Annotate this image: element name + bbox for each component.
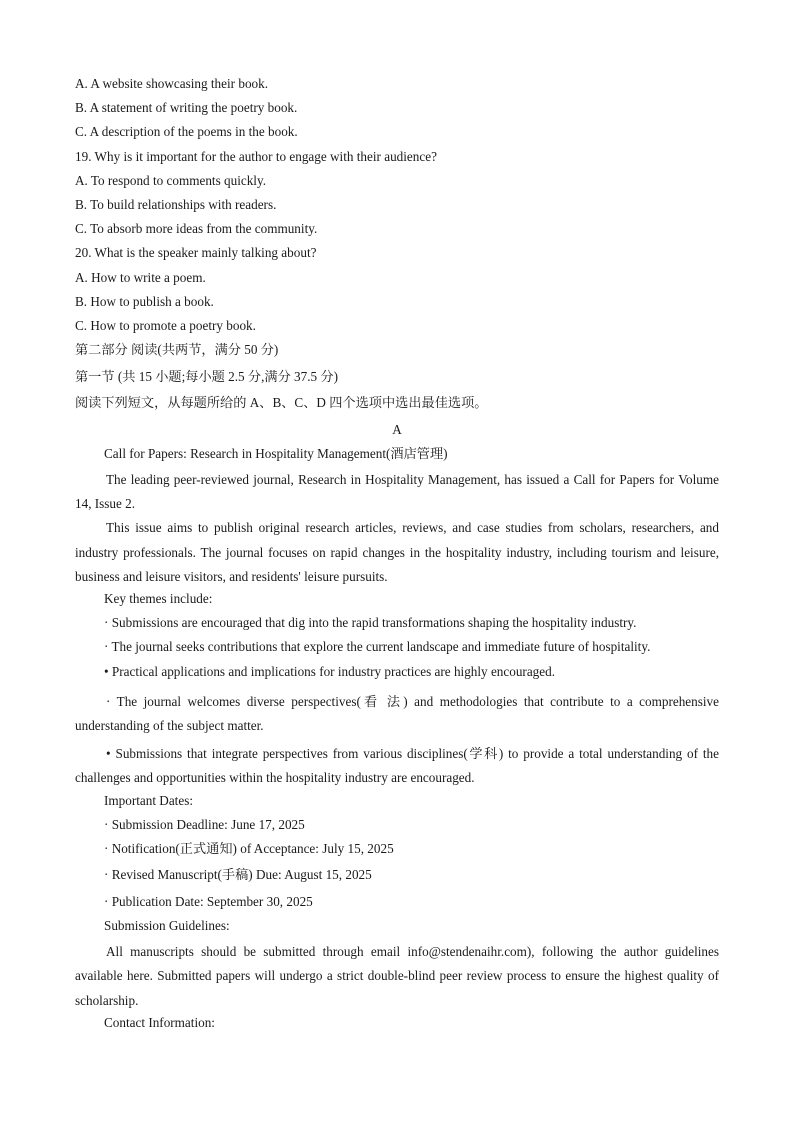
date-revised: · Revised Manuscript(手稿) Due: August 15, 2025 — [104, 867, 372, 883]
q19-option-a: A. To respond to comments quickly. — [75, 172, 267, 188]
q18-option-b: B. A statement of writing the poetry book. — [75, 100, 298, 116]
dates-heading: Important Dates: — [104, 792, 193, 808]
key-themes-heading: Key themes include: — [104, 590, 213, 606]
passage-label: A — [392, 421, 402, 437]
q20-question: 20. What is the speaker mainly talking about? — [75, 245, 317, 261]
theme-item-5: • Submissions that integrate perspectives from various disciplines(学科) to provide a total understanding of the challenges and opportunities within the hospitality industry are encouraged. — [75, 746, 719, 786]
date-submission: · Submission Deadline: June 17, 2025 — [104, 816, 305, 832]
q19-option-c: C. To absorb more ideas from the community. — [75, 221, 318, 237]
contact-heading: Contact Information: — [104, 1014, 215, 1030]
q20-option-b: B. How to publish a book. — [75, 293, 214, 309]
q19-option-b: B. To build relationships with readers. — [75, 196, 277, 212]
theme-item-2: · The journal seeks contributions that explore the current landscape and immediate future of hospitality. — [104, 639, 651, 655]
paragraph-1: The leading peer-reviewed journal, Research in Hospitality Management, has issued a Call for Papers for Volume 14, Issue 2. — [75, 471, 719, 512]
paragraph-2: This issue aims to publish original research articles, reviews, and case studies from scholars, researchers, and industry professionals. The journal focuses on rapid changes in the hospitality industry, including tourism and leisure, business and leisure visitors, and residents' leisure pursuits. — [75, 520, 719, 584]
q18-option-c: C. A description of the poems in the book. — [75, 124, 298, 140]
part2-heading: 第二部分 阅读(共两节，满分 50 分) — [75, 342, 279, 358]
q20-option-a: A. How to write a poem. — [75, 269, 206, 285]
document-page — [75, 74, 719, 1037]
theme-item-3: • Practical applications and implications for industry practices are highly encouraged. — [104, 663, 556, 679]
guidelines-heading: Submission Guidelines: — [104, 918, 230, 934]
date-notification: · Notification(正式通知) of Acceptance: July 15, 2025 — [104, 840, 394, 856]
theme-item-4: · The journal welcomes diverse perspectives(看 法) and methodologies that contribute to a comprehensive understanding of the subject matter. — [75, 693, 719, 733]
q18-option-a: A. A website showcasing their book. — [75, 76, 269, 91]
section1-heading: 第一节 (共 15 小题;每小题 2.5 分,满分 37.5 分) — [75, 368, 339, 384]
q20-option-c: C. How to promote a poetry book. — [75, 317, 256, 333]
reading-instruction: 阅读下列短文，从每题所给的 A、B、C、D 四个选项中选出最佳选项。 — [75, 395, 488, 411]
theme-item-1: · Submissions are encouraged that dig into the rapid transformations shaping the hospitality industry. — [104, 615, 637, 631]
guidelines-text: All manuscripts should be submitted through email info@stendenaihr.com), following the author guidelines available here. Submitted papers will undergo a strict double-blind peer review process to ensure the highest quality of scholarship. — [75, 944, 719, 1008]
q19-question: 19. Why is it important for the author to engage with their audience? — [75, 148, 437, 164]
date-publication: · Publication Date: September 30, 2025 — [104, 893, 313, 909]
passage-title: Call for Papers: Research in Hospitality Management(酒店管理) — [104, 445, 448, 461]
